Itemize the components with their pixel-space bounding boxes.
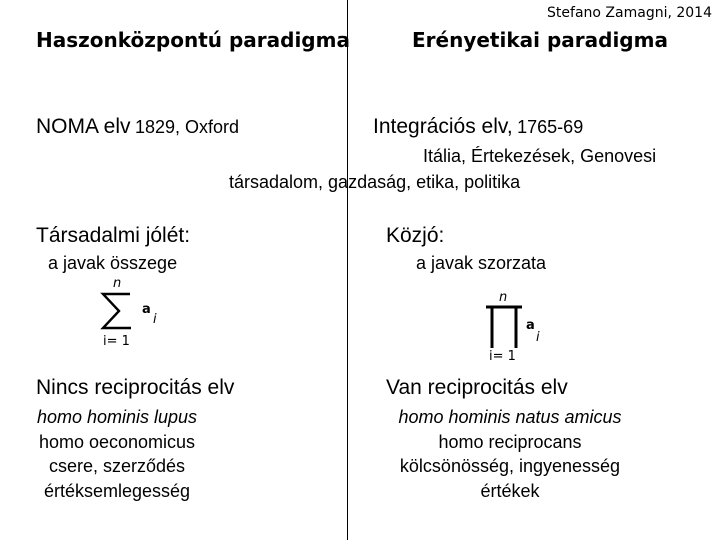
product-lower-limit: i= 1 [489, 349, 516, 364]
right-heading: Erényetikai paradigma [412, 28, 668, 52]
column-divider [347, 0, 348, 540]
sum-lower-limit: i= 1 [103, 334, 130, 349]
left-origin-detail: 1829, Oxford [134, 117, 240, 137]
right-origin-main: Integrációs elv, [373, 115, 513, 138]
right-origin-detail: 1765-69 [517, 117, 584, 137]
left-list-item: csere, szerződés [48, 456, 186, 476]
right-origin-sub1: Itália, Értekezések, Genovesi [423, 146, 657, 166]
right-list-item: értékek [480, 480, 540, 501]
right-list-item: homo hominis natus amicus [398, 407, 622, 427]
right-reciprocity-list [395, 405, 625, 503]
left-origin-main: NOMA elv [36, 115, 131, 138]
right-origin-sub2: társadalom, gazdaság, etika, politika [229, 172, 521, 192]
product-term: a [526, 318, 535, 333]
product-symbol [483, 304, 525, 350]
sum-upper-limit: n [113, 276, 122, 291]
left-welfare-title: Társadalmi jólét: [36, 224, 191, 247]
product-upper-limit: n [499, 290, 508, 305]
right-good-title: Közjó: [386, 224, 445, 247]
left-list-item: értéksemlegesség [43, 480, 191, 501]
right-list-item: kölcsönösség, ingyenesség [399, 456, 621, 476]
product-term-index: i [536, 330, 540, 345]
left-list-item: homo hominis lupus [36, 407, 198, 427]
right-reciprocity-title: Van reciprocitás elv [386, 376, 568, 399]
left-reciprocity-list [22, 405, 212, 503]
summation-symbol [100, 290, 134, 332]
left-welfare-desc: a javak összege [48, 253, 178, 273]
right-origin [373, 115, 583, 139]
author-credit: Stefano Zamagni, 2014 [547, 5, 712, 21]
left-heading: Haszonközpontú paradigma [36, 28, 350, 52]
right-good-desc: a javak szorzata [416, 253, 547, 273]
left-reciprocity-title: Nincs reciprocitás elv [36, 376, 235, 399]
sum-term: a [142, 302, 151, 317]
right-list-item: homo reciprocans [438, 431, 582, 452]
left-list-item: homo oeconomicus [38, 431, 196, 452]
left-origin [36, 115, 239, 139]
sum-term-index: i [153, 312, 157, 327]
